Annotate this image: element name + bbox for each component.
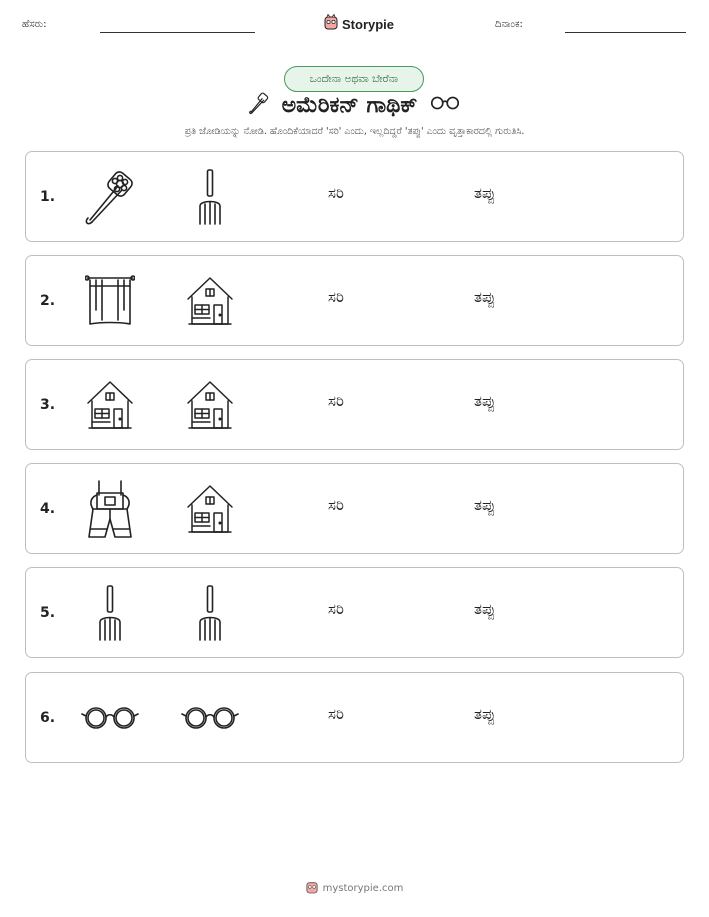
name-label: ಹೆಸರು: — [22, 19, 47, 30]
house-icon — [178, 374, 242, 436]
question-card — [25, 359, 684, 450]
curtain-icon — [78, 270, 142, 332]
answer-wrong-option[interactable]: ತಪ್ಪು — [474, 288, 496, 306]
question-card — [25, 151, 684, 242]
worksheet-title: ಅಮೆರಿಕನ್ ಗಾಥಿಕ್ — [281, 92, 418, 118]
title-row — [0, 88, 709, 122]
answer-correct-option[interactable]: ಸರಿ — [328, 288, 344, 306]
brand-logo — [324, 14, 394, 34]
overalls-icon — [78, 478, 142, 540]
answer-wrong-option[interactable]: ತಪ್ಪು — [474, 600, 496, 618]
worksheet-type-badge: ಒಂದೇನಾ ಅಥವಾ ಬೇರೆನಾ — [284, 66, 424, 92]
footer-url[interactable]: mystorypie.com — [322, 883, 404, 894]
question-number: 4. — [40, 501, 56, 517]
pitchfork-icon — [78, 582, 142, 644]
question-card — [25, 463, 684, 554]
question-number: 6. — [40, 710, 56, 726]
brand-name: Storypie — [342, 16, 395, 32]
answer-wrong-option[interactable]: ತಪ್ಪು — [474, 496, 496, 514]
answer-wrong-option[interactable]: ತಪ್ಪು — [474, 392, 496, 410]
answer-wrong-option[interactable]: ತಪ್ಪು — [474, 184, 496, 202]
question-card — [25, 255, 684, 346]
house-icon — [78, 374, 142, 436]
mascot-icon — [306, 880, 318, 897]
instructions: ಪ್ರತಿ ಜೋಡಿಯನ್ನು ನೋಡಿ. ಹೊಂದಿಕೆಯಾದರೆ 'ಸರಿ' ಎಂದು, ಇಲ್ಲದಿದ್ದರೆ 'ತಪ್ಪು' ಎಂದು ವೃತ್ತಾಕಾರದಲ್ಲಿ ಗುರುತಿಸಿ. — [184, 126, 525, 137]
house-icon — [178, 270, 242, 332]
date-label: ದಿನಾಂಕ: — [495, 19, 523, 30]
answer-correct-option[interactable]: ಸರಿ — [328, 392, 344, 410]
house-icon — [178, 478, 242, 540]
safety-pin-icon — [78, 166, 142, 228]
question-number: 1. — [40, 189, 56, 205]
answer-correct-option[interactable]: ಸರಿ — [328, 705, 344, 723]
question-number: 5. — [40, 605, 56, 621]
question-card — [25, 672, 684, 763]
answer-correct-option[interactable]: ಸರಿ — [328, 496, 344, 514]
glasses-icon — [178, 687, 242, 749]
safety-pin-icon — [248, 90, 270, 120]
pitchfork-icon — [178, 166, 242, 228]
question-card — [25, 567, 684, 658]
name-line[interactable] — [100, 32, 255, 33]
question-number: 2. — [40, 293, 56, 309]
footer — [0, 880, 709, 897]
answer-correct-option[interactable]: ಸರಿ — [328, 600, 344, 618]
pitchfork-icon — [178, 582, 242, 644]
date-line[interactable] — [565, 32, 686, 33]
glasses-icon — [429, 94, 461, 116]
glasses-icon — [78, 687, 142, 749]
mascot-icon — [324, 14, 338, 34]
answer-wrong-option[interactable]: ತಪ್ಪು — [474, 705, 496, 723]
answer-correct-option[interactable]: ಸರಿ — [328, 184, 344, 202]
question-number: 3. — [40, 397, 56, 413]
